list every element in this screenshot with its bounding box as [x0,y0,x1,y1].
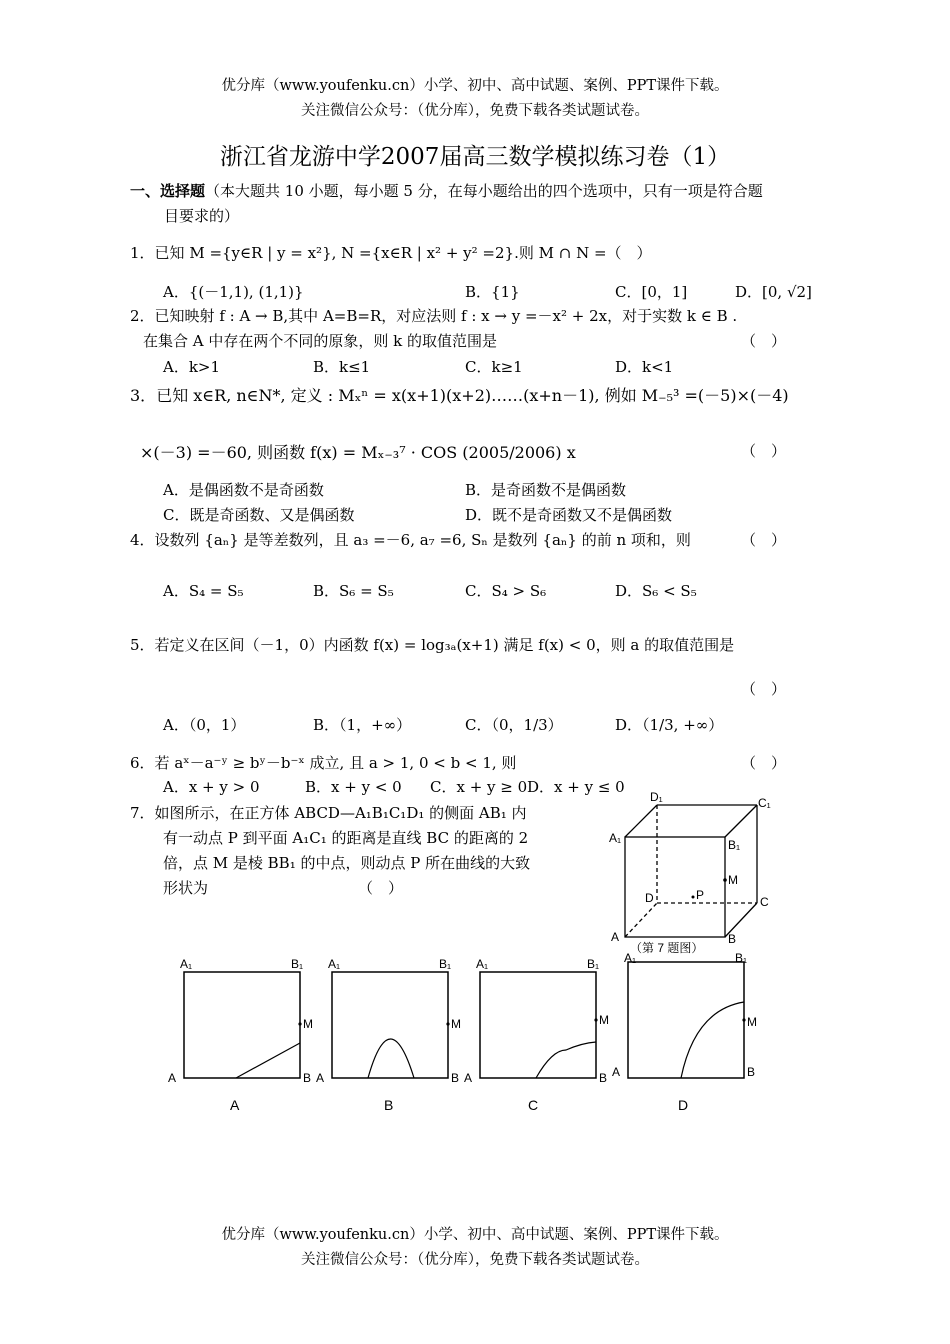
header-line-2: 关注微信公众号：（优分库），免费下载各类试题试卷。 [301,103,649,119]
q4-option-b: B．S₆ = S₅ [313,582,394,600]
q7-text-4: 形状为 [163,879,209,897]
q2-text-1: 已知映射 f : A → B,其中 A=B=R，对应法则 f : x → y =－x² + 2x，对于实数 k ∈ B . [154,307,738,325]
q3-line-1 [130,383,789,406]
q1-option-c: C．[0，1] [615,283,688,301]
q3-option-a: A．是偶函数不是奇函数 [163,481,324,499]
q5-text: 若定义在区间（－1，0）内函数 f(x) = log₃ₐ(x+1) 满足 f(x) < 0，则 a 的取值范围是 [154,636,735,654]
section-heading: 一、选择题 [130,182,206,200]
q2-number: 2． [130,307,155,325]
footer-line-2: 关注微信公众号：（优分库），免费下载各类试题试卷。 [301,1252,649,1268]
q4-stem [130,529,691,550]
q4-text: 设数列 {aₙ} 是等差数列，且 a₃ =－6, a₇ =6, Sₙ 是数列 {aₙ} 的前 n 项和，则 [154,531,691,549]
q1-stem [130,242,652,263]
panel-a-label-b: B [303,1071,312,1085]
q5-answer-paren: （ ） [741,680,787,698]
panel-c-caption: C [528,1097,539,1113]
q3-answer-paren: （ ） [741,442,787,460]
q5-stem [130,634,734,655]
panel-a [168,957,313,1113]
cube-label-m: M [728,873,738,887]
q6-text: 若 aˣ－a⁻ʸ ≥ bʸ－b⁻ˣ 成立, 且 a > 1, 0 < b < 1, 则 [154,754,517,772]
q2-line-2: 在集合 A 中存在两个不同的原象，则 k 的取值范围是 [143,332,497,350]
panel-c-label-m: M [599,1013,609,1027]
q3-text-1: 已知 x∈R, n∈N*, 定义 : Mₓⁿ = x(x+1)(x+2)……(x+n－1), 例如 M₋₅³ =(－5)×(－4) [156,386,789,405]
panel-d-label-b1: B₁ [735,951,748,965]
panel-c-label-a: A [464,1071,473,1085]
cube-label-d1: D₁ [650,790,663,804]
panel-c [464,957,609,1113]
section-heading-row [130,180,763,201]
q6-answer-paren: （ ） [741,754,787,772]
section-desc-1: （本大题共 10 小题，每小题 5 分，在每小题给出的四个选项中，只有一项是符合题 [205,182,763,200]
q4-answer-paren: （ ） [741,531,787,549]
q1-number: 1． [130,244,155,262]
cube-label-a1: A₁ [609,831,622,845]
cube-label-b1: B₁ [728,838,741,852]
cube-caption: （第 7 题图） [630,941,704,955]
q4-option-c: C．S₄ > S₆ [465,582,547,600]
point-m [723,878,727,882]
q6-option-b: B．x + y < 0 [305,778,402,796]
cube-label-b: B [728,932,737,946]
point-p [692,896,695,899]
panel-d [612,951,757,1113]
panel-a-caption: A [230,1097,240,1113]
panel-b-caption: B [384,1097,394,1113]
q7-text-1: 如图所示，在正方体 ABCD—A₁B₁C₁D₁ 的侧面 AB₁ 内 [154,804,527,822]
q1-option-b: B．{1} [465,283,520,301]
q3-line-2: ×(－3) =－60, 则函数 f(x) = Mₓ₋₃⁷ · COS (2005/2006) x [140,443,576,462]
panel-a-label-a: A [168,1071,177,1085]
q4-number: 4． [130,531,155,549]
answer-panels [160,950,770,1125]
q2-option-a: A．k>1 [163,358,221,376]
panel-c-label-b1: B₁ [587,957,600,971]
panel-b-label-a: A [316,1071,325,1085]
panel-a-label-b1: B₁ [291,957,304,971]
panel-d-label-a: A [612,1065,621,1079]
q6-option-a: A．x + y > 0 [163,778,260,796]
q6-number: 6． [130,754,155,772]
section-desc-2: 目要求的） [164,207,240,225]
q3-option-d: D．既不是奇函数又不是偶函数 [465,506,673,524]
panel-b-label-a1: A₁ [328,957,341,971]
q7-answer-paren: （ ） [358,879,404,897]
panel-d-label-a1: A₁ [624,951,637,965]
q3-option-b: B．是奇函数不是偶函数 [465,481,627,499]
q4-option-d: D．S₆ < S₅ [615,582,697,600]
panel-a-label-a1: A₁ [180,957,193,971]
q1-text: 已知 M ={y∈R | y = x²}, N ={x∈R | x² + y² =2}.则 M ∩ N =（ ） [154,244,652,262]
cube-label-d: D [645,891,654,905]
q7-text-2: 有一动点 P 到平面 A₁C₁ 的距离是直线 BC 的距离的 2 [163,829,529,847]
q1-option-d: D．[0, √2] [735,283,812,301]
q2-option-c: C．k≥1 [465,358,523,376]
cube-label-p: P [696,888,705,902]
q7-number: 7． [130,804,155,822]
q1-option-a: A．{(－1,1), (1,1)} [163,283,304,301]
q2-answer-paren: （ ） [741,332,787,350]
q2-option-d: D．k<1 [615,358,674,376]
q5-option-b: B．（1，+∞） [313,716,412,734]
q3-option-c: C．既是奇函数、又是偶函数 [163,506,355,524]
cube-label-a: A [611,930,620,944]
q5-option-c: C．（0，1/3） [465,716,563,734]
cube-label-c1: C₁ [758,796,771,810]
header-line-1: 优分库（www.youfenku.cn）小学、初中、高中试题、案例、PPT课件下载。 [221,78,729,94]
cube-figure [600,785,790,975]
q5-number: 5． [130,636,155,654]
q2-option-b: B．k≤1 [313,358,371,376]
panel-a-label-m: M [303,1017,313,1031]
q5-option-a: A．（0，1） [163,716,246,734]
q5-option-d: D．（1/3, +∞） [615,716,724,734]
panel-c-label-b: B [599,1071,608,1085]
q6-stem [130,752,516,773]
q2-line-1 [130,305,737,326]
q6-option-d: D．x + y ≤ 0 [527,778,625,796]
panel-d-label-b: B [747,1065,756,1079]
panel-b-label-m: M [451,1017,461,1031]
panel-b-label-b: B [451,1071,460,1085]
panel-b [316,957,461,1113]
footer-line-1: 优分库（www.youfenku.cn）小学、初中、高中试题、案例、PPT课件下载。 [221,1227,729,1243]
panel-d-caption: D [678,1097,689,1113]
panel-c-label-a1: A₁ [476,957,489,971]
q7-line-1 [130,802,527,823]
q6-option-c: C．x + y ≥ 0 [430,778,528,796]
q7-text-3: 倍，点 M 是棱 BB₁ 的中点，则动点 P 所在曲线的大致 [163,854,531,872]
cube-label-c: C [760,895,769,909]
page-title: 浙江省龙游中学2007届高三数学模拟练习卷（1） [219,144,731,170]
panel-d-label-m: M [747,1015,757,1029]
q3-number: 3． [130,386,157,405]
q4-option-a: A．S₄ = S₅ [163,582,244,600]
panel-b-label-b1: B₁ [439,957,452,971]
